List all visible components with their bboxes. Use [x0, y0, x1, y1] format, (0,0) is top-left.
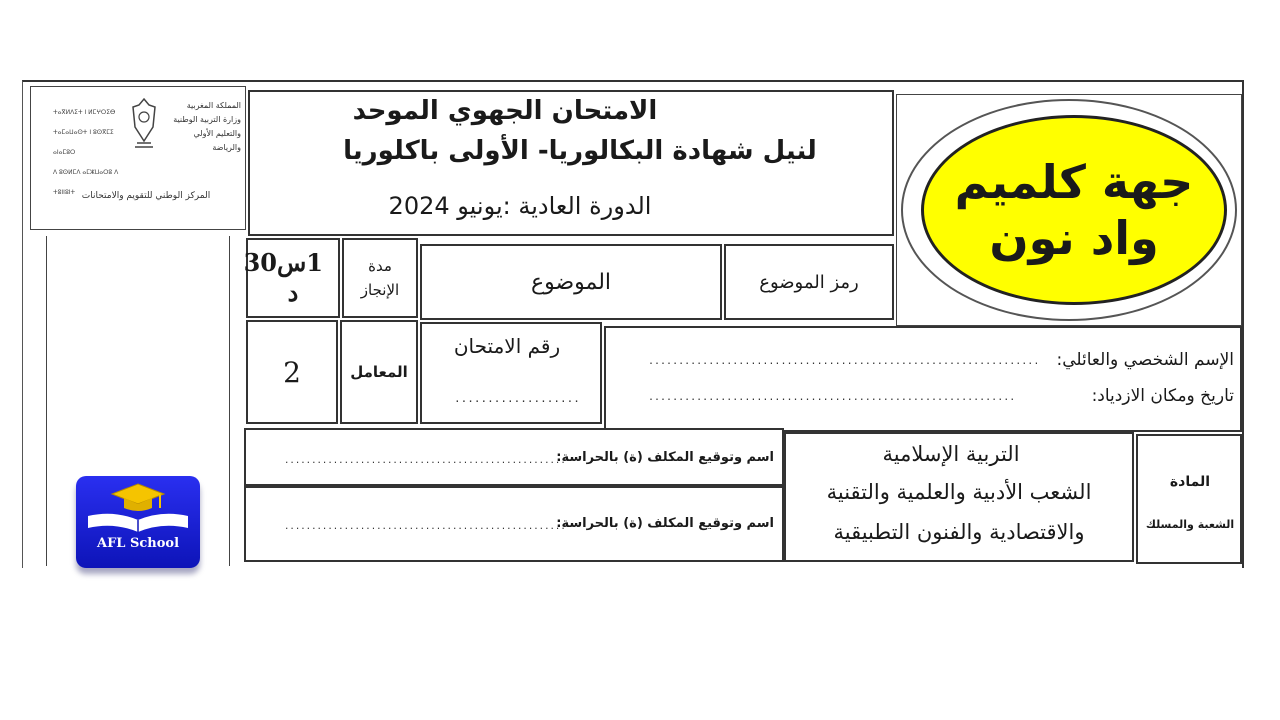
ministry-line: المملكة المغربية: [186, 101, 241, 110]
subject-info-cell: [784, 432, 1134, 562]
ministry-emblem: [129, 97, 159, 153]
coefficient-value-cell: [246, 320, 338, 424]
stream-label: الشعبة والمسلك: [1145, 518, 1235, 531]
birth-label: تاريخ ومكان الازدياد:: [1091, 386, 1234, 406]
streams-line1: الشعب الأدبية والعلمية والتقنية: [826, 480, 1092, 504]
streams-line2: والاقتصادية والفنون التطبيقية: [833, 520, 1085, 544]
name-field[interactable]: .................................................................: [648, 356, 1040, 367]
candidate-info-cell: [604, 326, 1242, 432]
ministry-center-name: المركز الوطني للتقويم والامتحانات: [81, 191, 211, 201]
region-badge: [921, 115, 1227, 305]
proctor-2-label: اسم وتوقيع المكلف (ة) بالحراسة:: [556, 516, 774, 531]
coefficient-label: المعامل: [350, 363, 408, 381]
matter-label: المادة: [1169, 474, 1211, 490]
afl-school-text: AFL School: [96, 536, 180, 551]
proctor-1-cell: [244, 428, 784, 486]
ministry-arabic: [163, 99, 241, 155]
subject-code-cell: [724, 244, 894, 320]
ministry-line: والتعليم الأولي والرياضة: [193, 129, 241, 152]
ministry-line: وزارة التربية الوطنية: [173, 115, 241, 124]
proctor-2-cell: [244, 486, 784, 562]
exam-number-label: رقم الامتحان: [453, 334, 561, 358]
proctor-1-field[interactable]: ....................................................: [284, 456, 566, 466]
subject-name: التربية الإسلامية: [882, 442, 1020, 466]
duration-value: 1س30 د: [243, 248, 323, 307]
region-badge-line2: واد نون: [989, 211, 1159, 265]
exam-title-box: [248, 90, 894, 236]
matter-label-cell: [1136, 434, 1242, 564]
proctor-2-field[interactable]: ....................................................: [284, 522, 566, 532]
name-label: الإسم الشخصي والعائلي:: [1056, 350, 1234, 370]
coefficient-value: 2: [283, 355, 301, 389]
ministry-tifinagh: [53, 103, 127, 203]
exam-session: الدورة العادية :يونيو 2024: [388, 192, 652, 220]
duration-value-cell: [243, 238, 340, 318]
exam-number-field[interactable]: ...................: [454, 392, 580, 405]
afl-school-logo[interactable]: [76, 476, 200, 568]
ministry-tifinagh-line: ⴷ ⵓⵙⵍⵎⴷ ⴰⵎⵣⵡⴰⵔⵓ ⴷ ⵜⵓⵏⵏⵓⵏⵜ: [53, 169, 119, 196]
region-badge-line1: جهة كلميم: [954, 155, 1194, 209]
exam-title: الامتحان الجهوي الموحد: [352, 96, 658, 126]
open-book-icon: [84, 510, 192, 534]
duration-label-cell: [342, 238, 418, 318]
region-badge-frame: [896, 94, 1242, 326]
duration-label: مدة الإنجاز: [360, 257, 400, 299]
proctor-1-label: اسم وتوقيع المكلف (ة) بالحراسة:: [556, 450, 774, 465]
ministry-header: [30, 86, 246, 230]
exam-number-cell: [420, 322, 602, 424]
subject-code-label: رمز الموضوع: [759, 271, 859, 293]
subject-label: الموضوع: [530, 269, 612, 295]
coefficient-label-cell: [340, 320, 418, 424]
ministry-tifinagh-line: ⵜⴰⵎⴰⵡⴰⵙⵜ ⵏ ⵓⵙⴳⵎⵉ ⴰⵏⴰⵎⵓⵔ: [53, 129, 114, 156]
birth-field[interactable]: .............................................................: [648, 392, 1016, 403]
subject-label-cell: [420, 244, 722, 320]
ministry-tifinagh-line: ⵜⴰⴳⵍⴷⵉⵜ ⵏ ⵍⵎⵖⵔⵉⴱ: [53, 109, 116, 116]
exam-subtitle: لنيل شهادة البكالوريا- الأولى باكلوريا: [343, 136, 817, 166]
